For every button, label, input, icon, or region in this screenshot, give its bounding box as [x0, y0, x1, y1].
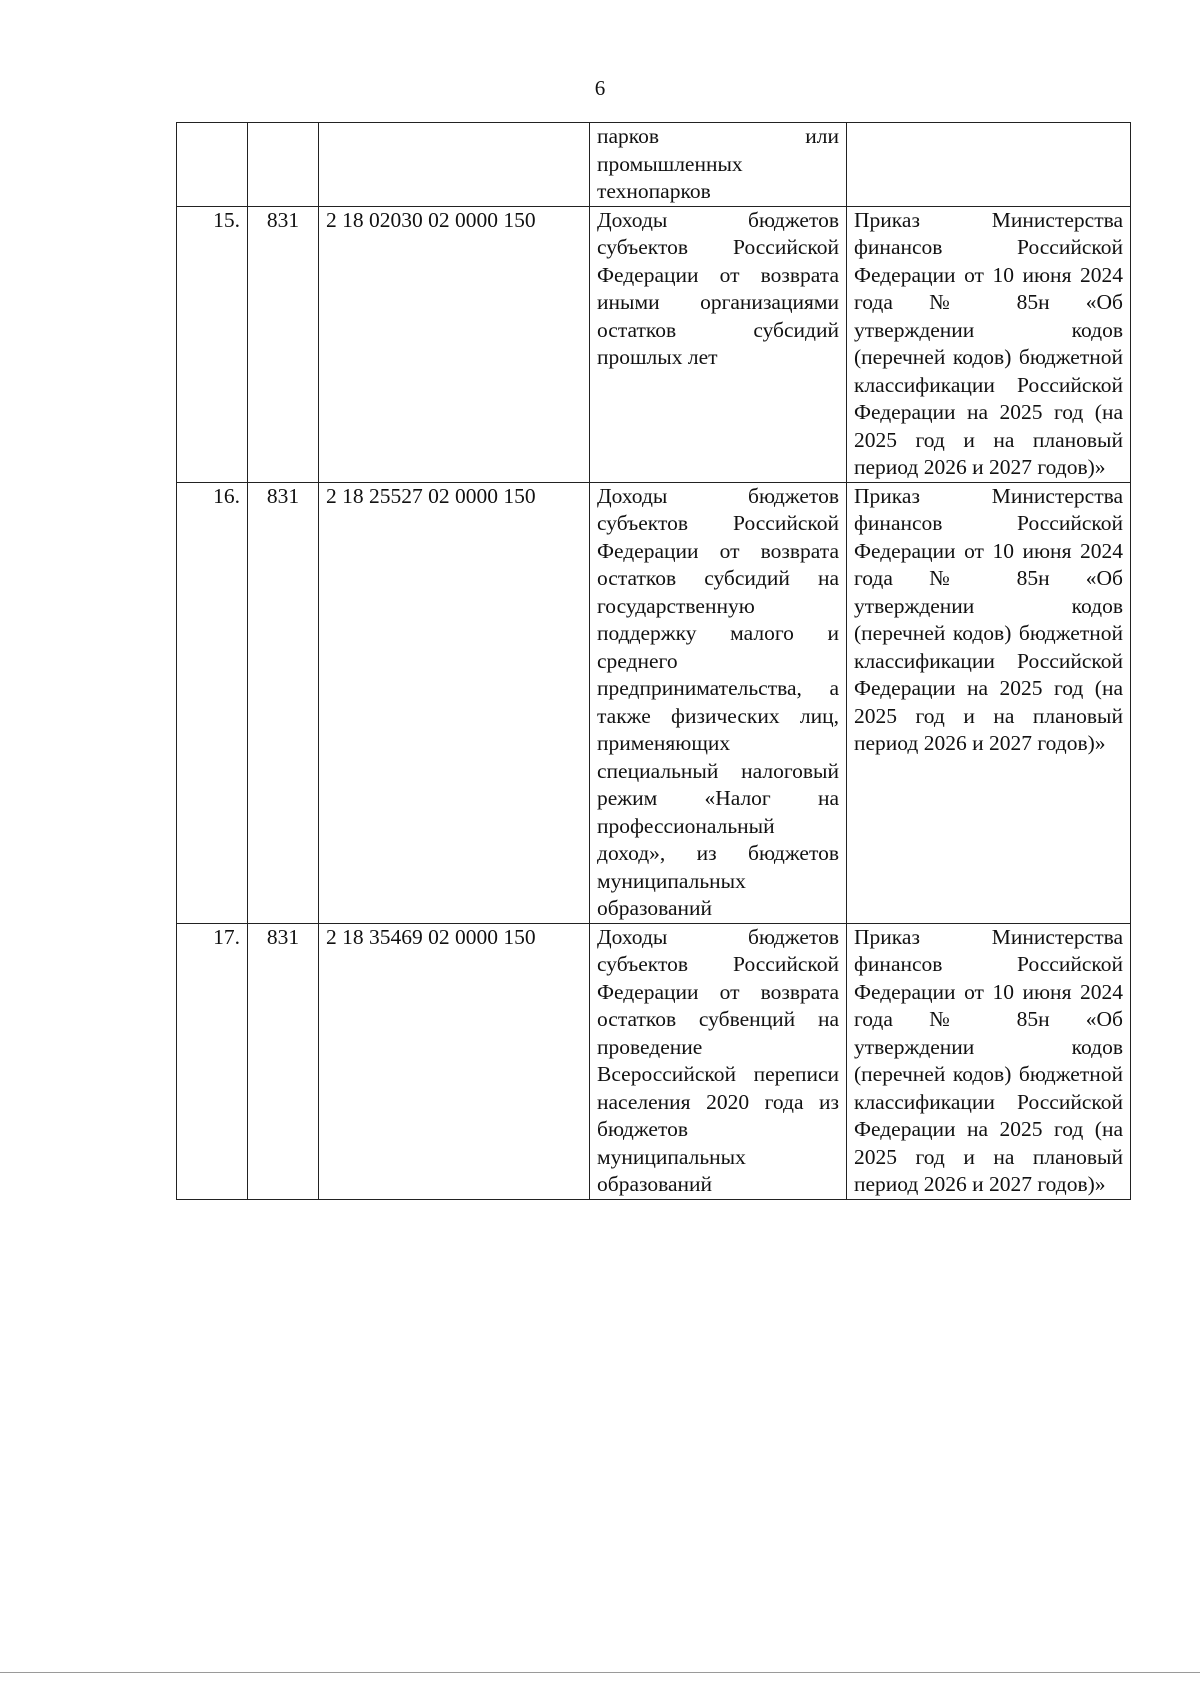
- row-number-cell: 16.: [177, 482, 248, 923]
- income-code-cell: [319, 123, 590, 207]
- administrator-code-cell: 831: [248, 923, 319, 1199]
- row-number-cell: [177, 123, 248, 207]
- administrator-code-cell: 831: [248, 206, 319, 482]
- page-bottom-rule: [0, 1672, 1200, 1673]
- row-number-cell: 15.: [177, 206, 248, 482]
- income-code-cell: 2 18 35469 02 0000 150: [319, 923, 590, 1199]
- legal-basis-cell: Приказ Министерства финансов Российской Федерации от 10 июня 2024 года № 85н «Об утверждении кодов (перечней кодов) бюджетной классификации Российской Федерации на 2025 год (на 2025 год и на плановый период 2026 и 2027 годов)»: [847, 206, 1131, 482]
- legal-basis-cell: Приказ Министерства финансов Российской Федерации от 10 июня 2024 года № 85н «Об утверждении кодов (перечней кодов) бюджетной классификации Российской Федерации на 2025 год (на 2025 год и на плановый период 2026 и 2027 годов)»: [847, 482, 1131, 923]
- income-name-cell: Доходы бюджетов субъектов Российской Федерации от возврата остатков субсидий на государственную поддержку малого и среднего предпринимательства, а также физических лиц, применяющих специальный налоговый режим «Налог на профессиональный доход», из бюджетов муниципальных образований: [590, 482, 847, 923]
- income-name-cell: Доходы бюджетов субъектов Российской Федерации от возврата иными организациями остатков субсидий прошлых лет: [590, 206, 847, 482]
- row-number-cell: 17.: [177, 923, 248, 1199]
- legal-basis-cell: Приказ Министерства финансов Российской Федерации от 10 июня 2024 года № 85н «Об утверждении кодов (перечней кодов) бюджетной классификации Российской Федерации на 2025 год (на 2025 год и на плановый период 2026 и 2027 годов)»: [847, 923, 1131, 1199]
- income-name-cell: Доходы бюджетов субъектов Российской Федерации от возврата остатков субвенций на проведение Всероссийской переписи населения 2020 года из бюджетов муниципальных образований: [590, 923, 847, 1199]
- income-code-cell: 2 18 02030 02 0000 150: [319, 206, 590, 482]
- table-row: [177, 482, 1131, 923]
- administrator-code-cell: [248, 123, 319, 207]
- income-name-cell: парков или промышленных технопарков: [590, 123, 847, 207]
- income-code-cell: 2 18 25527 02 0000 150: [319, 482, 590, 923]
- budget-classification-table: [176, 122, 1131, 1200]
- administrator-code-cell: 831: [248, 482, 319, 923]
- table-row: [177, 923, 1131, 1199]
- table-row: [177, 123, 1131, 207]
- table-row: [177, 206, 1131, 482]
- page-number: 6: [594, 76, 606, 100]
- legal-basis-cell: [847, 123, 1131, 207]
